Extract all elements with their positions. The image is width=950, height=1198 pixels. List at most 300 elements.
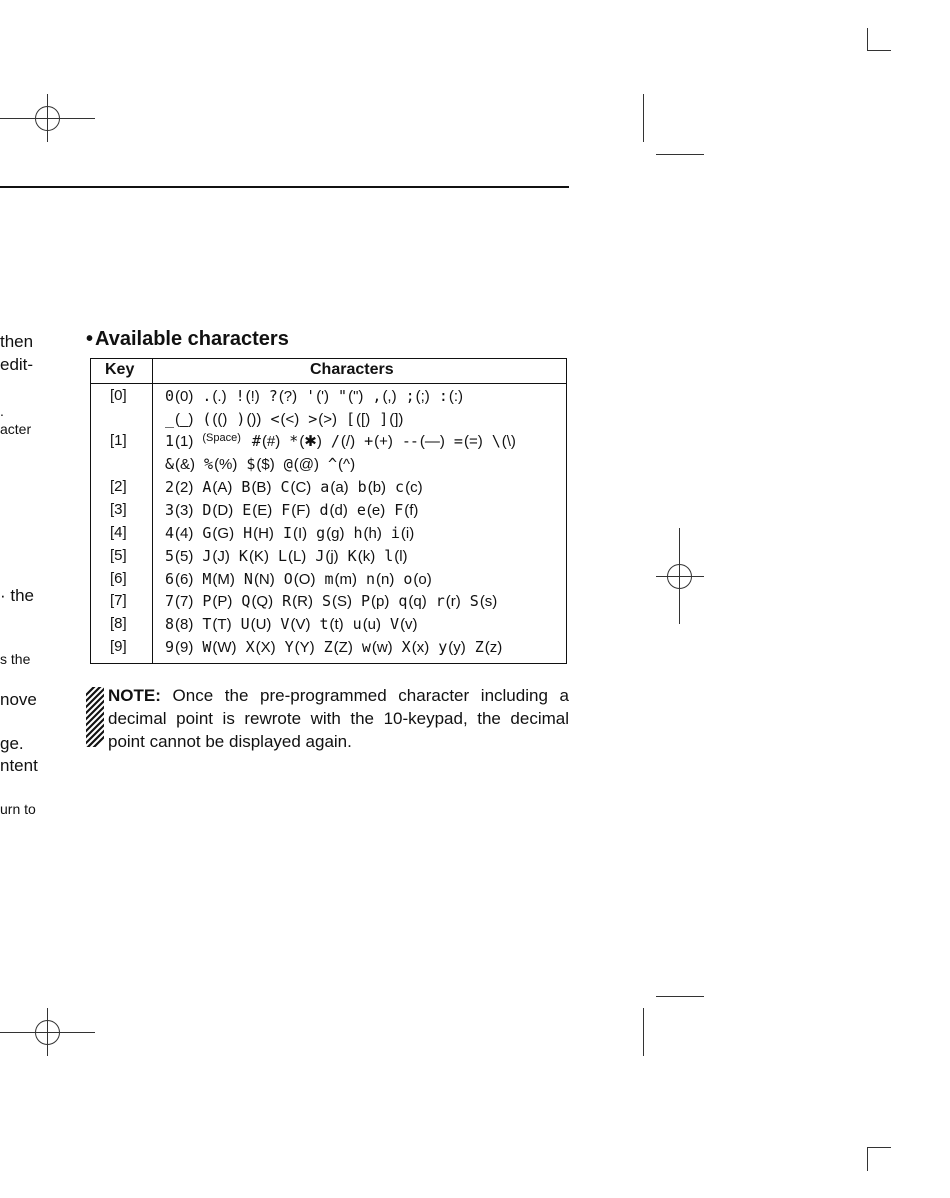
segment-glyph: F [281,501,290,519]
character-label: (—) [419,433,445,450]
character-item [354,524,382,545]
character-label: (V) [290,616,311,633]
segment-glyph: K [347,547,356,565]
character-label: (K) [248,548,269,565]
character-label: (G) [212,525,235,542]
character-label: (I) [292,525,308,542]
crop-mark [643,1008,644,1056]
character-item [402,638,430,659]
character-label: (C) [290,479,312,496]
segment-glyph: $ [246,455,255,473]
segment-glyph: q [398,592,407,610]
segment-glyph: (Space) [202,432,241,444]
segment-glyph: w [361,638,370,656]
character-label: (8) [175,616,194,633]
segment-glyph: ( [202,410,211,428]
character-item [282,592,313,613]
character-label: (f) [404,502,419,519]
character-label: (D) [212,502,234,519]
segment-glyph: 9 [165,638,174,656]
section-title-text: Available characters [95,328,289,350]
left-text-fragment: acter [0,421,32,437]
character-item [165,455,195,476]
character-label: (4) [175,525,194,542]
segment-glyph: K [238,547,247,565]
character-label: (_) [175,411,194,428]
segment-glyph: X [401,638,410,656]
character-item [353,615,381,636]
character-item [315,547,338,568]
character-label: (&) [175,456,196,473]
character-item [324,570,357,591]
note-paragraph [108,684,569,753]
character-item [202,615,231,636]
segment-glyph: J [315,547,324,565]
character-item [165,387,193,408]
character-label: (R) [292,593,313,610]
character-item [348,547,376,568]
segment-glyph: & [165,455,174,473]
character-item [324,638,353,659]
character-label: (z) [484,639,503,656]
segment-glyph: 1 [165,432,174,450]
segment-glyph: T [202,615,211,633]
segment-glyph: _ [165,410,174,428]
character-label: (b) [367,479,387,496]
character-label: (!) [245,388,260,405]
character-item [358,478,386,499]
character-item [384,547,407,568]
crop-mark [656,996,704,997]
segment-glyph: " [338,387,347,405]
segment-glyph: = [453,432,462,450]
character-label: (H) [253,525,274,542]
character-item [322,592,352,613]
segment-glyph: @ [283,455,292,473]
character-label: (:) [448,388,464,405]
left-text-fragment: ntent [0,756,38,775]
character-item [278,547,306,568]
character-item [320,478,348,499]
segment-glyph: b [357,478,366,496]
crop-mark [643,94,644,142]
segment-glyph: ) [236,410,245,428]
character-item [241,592,273,613]
table-header-characters: Characters [310,361,394,378]
character-item [270,410,299,431]
character-label: (3) [175,502,194,519]
segment-glyph: # [251,432,260,450]
character-label: (k) [357,548,376,565]
character-label: (x) [411,639,430,656]
segment-glyph: S [321,592,330,610]
character-item [346,410,370,431]
character-item [280,478,311,499]
segment-glyph: R [282,592,291,610]
character-label: (.) [212,388,227,405]
character-label: (h) [363,525,382,542]
segment-glyph: n [366,570,375,588]
character-item [252,432,280,453]
character-item [246,455,274,476]
segment-glyph: / [330,432,339,450]
character-label: (✱) [299,433,322,450]
character-item [165,547,193,568]
character-label: (F) [291,502,311,519]
character-label: (a) [330,479,349,496]
character-item [165,638,193,659]
segment-glyph: M [202,570,211,588]
key-cell: [1] [110,432,127,449]
character-label: (e) [366,502,386,519]
character-item [165,592,193,613]
character-row [165,615,427,636]
character-label: (+) [374,433,393,450]
segment-glyph: B [241,478,250,496]
segment-glyph: P [202,592,211,610]
character-label: ([) [356,411,371,428]
character-item [454,432,483,453]
segment-glyph: \ [491,432,500,450]
character-item [338,387,363,408]
character-item [165,615,193,636]
character-item [242,501,272,522]
character-row [165,432,525,453]
character-label: (w) [371,639,393,656]
character-item [244,570,275,591]
character-item [402,432,445,453]
character-item [236,387,260,408]
character-item [204,455,237,476]
character-label: (j) [325,548,339,565]
character-row [165,478,432,499]
segment-glyph: ' [306,387,315,405]
segment-glyph: a [320,478,329,496]
character-label: (c) [405,479,423,496]
segment-glyph: h [353,524,362,542]
segment-glyph: D [202,501,211,519]
segment-glyph: g [316,524,325,542]
character-item [284,570,316,591]
character-item [398,592,426,613]
segment-glyph: O [283,570,292,588]
character-item [289,432,322,453]
key-cell: [9] [110,638,127,655]
character-item [281,501,310,522]
segment-glyph: U [240,615,249,633]
character-item [390,615,418,636]
left-text-fragment: ge. [0,734,24,753]
segment-glyph: , [372,387,381,405]
character-row [165,547,417,568]
table-header-key: Key [105,361,135,378]
character-item [202,638,236,659]
segment-glyph: % [204,455,213,473]
key-cell: [6] [110,570,127,587]
segment-glyph: V [280,615,289,633]
key-cell: [3] [110,501,127,518]
character-item [239,547,269,568]
character-row [165,501,427,522]
segment-glyph: J [202,547,211,565]
characters-table [90,358,567,664]
left-text-fragment: then [0,332,34,351]
character-item [331,432,355,453]
segment-glyph: L [277,547,286,565]
segment-glyph: m [324,570,333,588]
segment-glyph: e [356,501,365,519]
note-body: Once the pre-programmed character including a decimal point is rewrote with the 10-keypad, the decimal point cannot be displayed again. [108,686,569,751]
character-item [202,524,234,545]
segment-glyph: Z [323,638,332,656]
segment-glyph: : [438,387,447,405]
character-item [316,524,344,545]
character-item [165,410,193,431]
segment-glyph: r [435,592,444,610]
character-item [306,387,329,408]
key-cell: [2] [110,478,127,495]
left-text-fragment: . [0,403,4,419]
character-row [165,570,441,591]
character-label: (u) [362,616,382,633]
segment-glyph: Y [284,638,293,656]
segment-glyph: y [438,638,447,656]
character-item [394,501,418,522]
segment-glyph: 6 [165,570,174,588]
character-label: (N) [253,571,275,588]
character-item [241,478,271,499]
character-label: (1) [175,433,194,450]
character-label: (=) [463,433,483,450]
character-label: (o) [413,571,432,588]
segment-glyph: I [282,524,291,542]
table-column-divider [152,359,153,663]
character-label: (q) [408,593,427,610]
left-text-fragment: nove [0,690,37,709]
character-label: (A) [212,479,233,496]
bullet: • [86,328,94,350]
character-label: (Y) [294,639,315,656]
segment-glyph: 5 [165,547,174,565]
left-text-fragment: · the [0,586,35,605]
character-item [470,592,498,613]
character-item [165,478,193,499]
character-item [357,501,385,522]
segment-glyph: H [243,524,252,542]
table-header-divider [91,383,566,384]
character-label: (]) [389,411,404,428]
segment-glyph: * [289,432,298,450]
segment-glyph: 4 [165,524,174,542]
character-item [269,387,297,408]
character-label: (") [348,388,364,405]
character-item [319,501,347,522]
segment-glyph: i [390,524,399,542]
note-label: NOTE: [108,686,161,705]
character-item [406,387,430,408]
segment-glyph: ? [268,387,277,405]
character-row [165,638,511,659]
character-label: (t) [329,616,344,633]
character-label: (W) [212,639,237,656]
key-cell: [8] [110,615,127,632]
segment-glyph: V [390,615,399,633]
character-label: (#) [261,433,281,450]
segment-glyph: -- [401,432,418,450]
segment-glyph: E [242,501,251,519]
character-item [379,410,403,431]
segment-glyph: ] [379,410,388,428]
character-item [436,592,461,613]
segment-glyph: 8 [165,615,174,633]
segment-glyph: 7 [165,592,174,610]
character-label: (?) [278,388,298,405]
character-label: (m) [334,571,357,588]
segment-glyph: + [364,432,373,450]
segment-glyph: S [469,592,478,610]
segment-glyph: u [352,615,361,633]
character-label: (/) [340,433,356,450]
character-label: (5) [175,548,194,565]
character-item [283,524,307,545]
character-label: (r) [445,593,461,610]
character-label: (J) [212,548,230,565]
character-item [165,501,193,522]
character-item [362,638,393,659]
character-item [202,547,230,568]
character-row [165,410,412,431]
key-cell: [7] [110,592,127,609]
character-item [366,570,394,591]
segment-glyph: ; [405,387,414,405]
character-label: (@) [293,456,320,473]
left-text-fragment: edit- [0,355,34,374]
character-label: (7) [175,593,194,610]
key-cell: [0] [110,387,127,404]
character-row [165,387,472,408]
character-label: (;) [415,388,430,405]
segment-glyph: ^ [328,455,337,473]
character-item [395,478,423,499]
segment-glyph: W [202,638,211,656]
segment-glyph: Z [474,638,483,656]
character-item [403,570,431,591]
character-label: (%) [214,456,238,473]
note-hatch-icon [86,687,104,747]
character-item [202,387,226,408]
character-label: (P) [212,593,233,610]
character-label: (9) [175,639,194,656]
segment-glyph: [ [346,410,355,428]
character-label: (0) [175,388,194,405]
crop-mark [867,1147,868,1171]
character-item [475,638,503,659]
character-item [492,432,516,453]
character-label: (<) [280,411,300,428]
character-item [202,592,232,613]
character-item [202,501,233,522]
character-row [165,592,506,613]
character-item [280,615,310,636]
segment-glyph: l [384,547,393,565]
segment-glyph: N [243,570,252,588]
segment-glyph: 0 [165,387,174,405]
left-text-fragment: s the [0,651,31,667]
character-item [165,432,193,453]
character-label: (n) [376,571,395,588]
segment-glyph: < [270,410,279,428]
character-item [364,432,393,453]
character-item [202,478,232,499]
character-label: (2) [175,479,194,496]
segment-glyph: c [395,478,404,496]
character-item [372,387,396,408]
character-label: (Z) [333,639,353,656]
character-label: (,) [382,388,397,405]
character-label: (i) [400,525,415,542]
character-label: (E) [252,502,273,519]
character-label: (\) [501,433,516,450]
character-item [285,638,315,659]
character-label: (U) [250,616,272,633]
character-label: (M) [212,571,235,588]
character-label: (L) [287,548,307,565]
segment-glyph: t [319,615,328,633]
character-row [165,455,364,476]
crop-mark [867,50,891,51]
segment-glyph: X [245,638,254,656]
character-item [202,410,227,431]
character-label: (^) [338,456,356,473]
character-item [243,524,274,545]
character-label: (s) [479,593,498,610]
character-item [319,615,343,636]
character-item [202,570,235,591]
character-item [391,524,414,545]
character-item [236,410,261,431]
character-label: (X) [255,639,276,656]
character-item [284,455,319,476]
header-rule [0,186,569,188]
character-label: (O) [293,571,316,588]
character-item [328,455,355,476]
character-label: (p) [371,593,390,610]
character-label: (T) [212,616,232,633]
segment-glyph: P [361,592,370,610]
character-row [165,524,423,545]
character-item [165,570,193,591]
character-item [438,638,466,659]
character-label: (() [212,411,228,428]
character-label: (v) [400,616,418,633]
character-label: ()) [246,411,262,428]
segment-glyph: d [319,501,328,519]
segment-glyph: Q [241,592,250,610]
character-label: (l) [394,548,408,565]
character-item [202,432,243,453]
character-item [246,638,276,659]
character-label: (S) [332,593,352,610]
character-label: (y) [448,639,466,656]
character-item [165,524,193,545]
character-label: (') [316,388,330,405]
crop-mark [867,1147,891,1148]
crop-mark [867,28,868,50]
character-label: (B) [251,479,272,496]
character-label: (d) [329,502,348,519]
character-label: (g) [326,525,345,542]
segment-glyph: 3 [165,501,174,519]
